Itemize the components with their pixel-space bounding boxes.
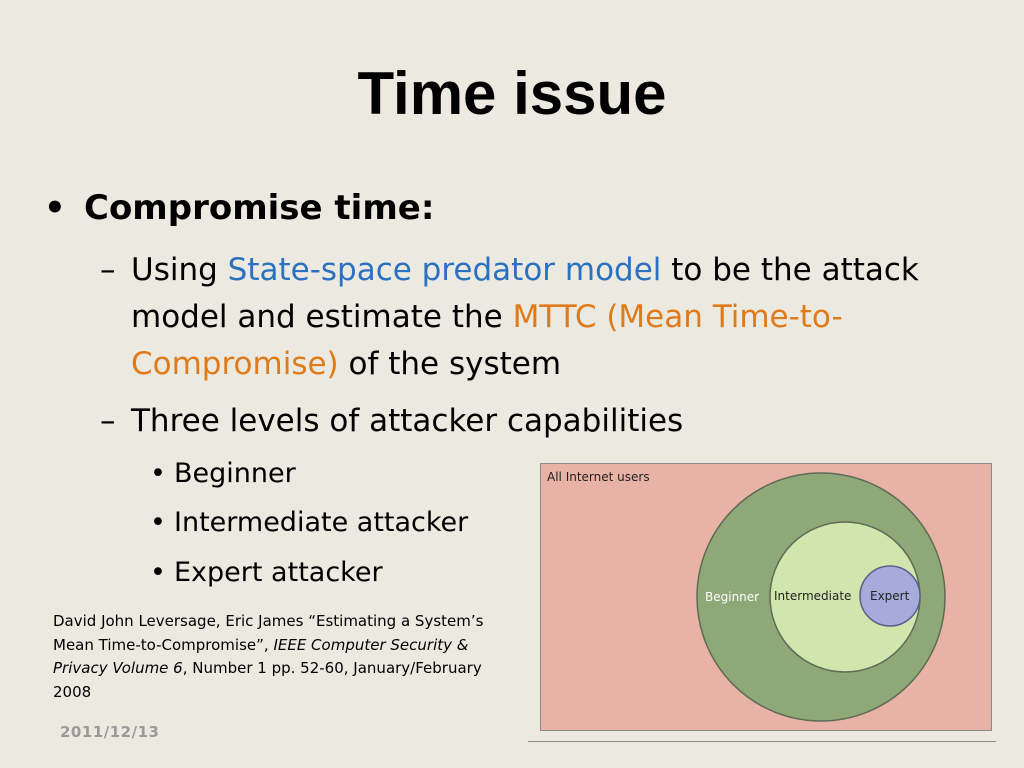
level-item-expert xyxy=(150,555,383,591)
bullet-compromise-time xyxy=(44,186,434,230)
text-mid: to be the attack model and estimate the xyxy=(131,252,919,335)
citation-part2: , Number 1 pp. 52-60, January/February 2008 xyxy=(53,659,482,701)
slide-date: 2011/12/13 xyxy=(60,723,160,741)
bullet-marker: • xyxy=(150,557,166,588)
attacker-levels-diagram xyxy=(540,463,992,731)
expert-label: Expert xyxy=(870,589,910,603)
bullet-marker: • xyxy=(44,188,66,228)
sub-bullet-text xyxy=(131,247,980,388)
bullet-text: Compromise time: xyxy=(84,188,435,228)
level-item-intermediate xyxy=(150,505,468,541)
footer-divider xyxy=(528,741,996,742)
sub-bullet-text: Three levels of attacker capabilities xyxy=(131,403,684,439)
citation-part1: David John Leversage, Eric James “Estimating a System’s Mean Time-to-Compromise”, xyxy=(53,612,484,654)
text-pre: Using xyxy=(131,252,228,288)
diagram-svg xyxy=(540,463,992,731)
internet-users-label: All Internet users xyxy=(547,470,650,484)
highlight-mttc: MTTC (Mean Time-to-Compromise) xyxy=(131,299,843,382)
level-text: Expert attacker xyxy=(174,557,383,588)
citation-italic: IEEE Computer Security & Privacy Volume 6 xyxy=(53,635,469,677)
dash-marker: – xyxy=(100,403,116,439)
highlight-predator-model: State-space predator model xyxy=(227,252,662,288)
slide-title: Time issue xyxy=(357,60,667,127)
bullet-marker: • xyxy=(150,458,166,489)
level-text: Intermediate attacker xyxy=(174,507,469,538)
level-item-beginner xyxy=(150,456,296,492)
beginner-label: Beginner xyxy=(705,590,760,604)
bullet-marker: • xyxy=(150,507,166,538)
sub-bullet-levels xyxy=(100,398,980,445)
citation xyxy=(53,610,523,704)
sub-bullet-model xyxy=(100,247,980,388)
level-text: Beginner xyxy=(174,458,296,489)
dash-marker: – xyxy=(100,252,116,288)
text-post: of the system xyxy=(338,346,562,382)
intermediate-label: Intermediate xyxy=(774,589,852,603)
